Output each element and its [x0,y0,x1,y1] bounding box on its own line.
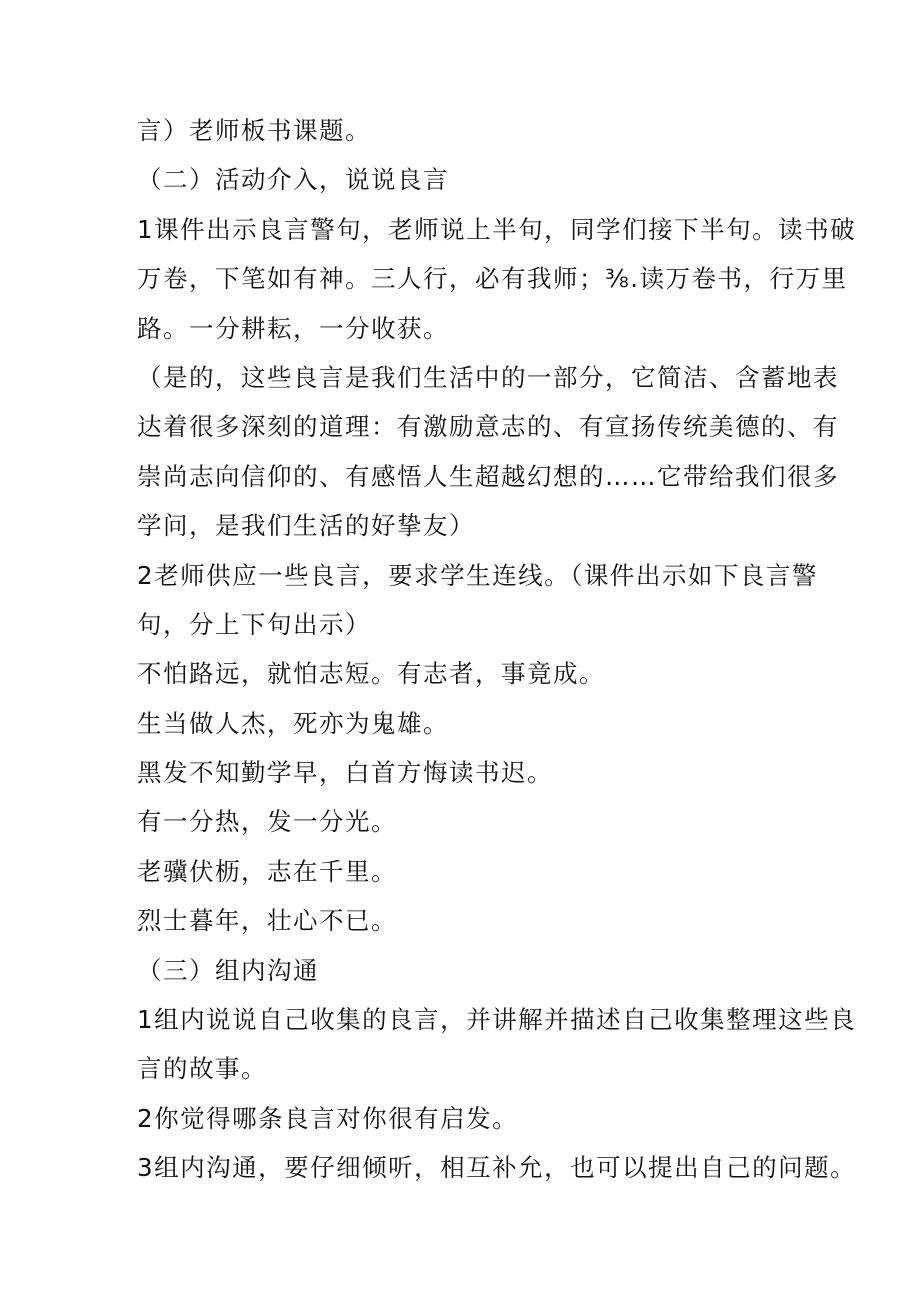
proverb-line: 生当做人杰，死亦为鬼雄。 [137,708,449,738]
section-heading: （二）活动介入，说说良言 [137,165,449,195]
text-line: 万卷，下笔如有神。三人行，必有我师；⅜.读万卷书，行万里 [137,264,848,294]
text-line: 句，分上下句出示） [137,609,371,639]
text-line: 学问，是我们生活的好挚友） [137,511,475,541]
text-line: 言的故事。 [137,1054,267,1084]
text-line: 2老师供应一些良言，要求学生连线。（课件出示如下良言警 [137,560,818,590]
proverb-line: 不怕路远，就怕志短。有志者，事竟成。 [137,659,605,689]
proverb-line: 老骥伏枥，志在千里。 [137,856,397,886]
section-heading: （三）组内沟通 [137,955,319,985]
document-body [137,106,857,1193]
text-line: 2你觉得哪条良言对你很有启发。 [137,1103,519,1133]
text-line: 1课件出示良言警句，老师说上半句，同学们接下半句。读书破 [137,214,857,244]
text-line: 言）老师板书课题。 [137,116,371,145]
text-line: 3组内沟通，要仔细倾听，相互补允，也可以提出自己的问题。 [137,1153,857,1183]
text-line: 崇尚志向信仰的、有感悟人生超越幻想的……它带给我们很多 [137,461,839,491]
proverb-line: 有一分热，发一分光。 [137,807,397,837]
text-line: 1组内说说自己收集的良言，并讲解并描述自己收集整理这些良 [137,1005,857,1035]
proverb-line: 黑发不知勤学早，白首方悔读书迟。 [137,758,553,788]
text-line: 路。一分耕耘，一分收获。 [137,313,449,343]
proverb-line: 烈士暮年，壮心不已。 [137,906,397,936]
text-line: 达着很多深刻的道理：有激励意志的、有宣扬传统美德的、有 [137,412,839,442]
text-line: （是的，这些良言是我们生活中的一部分，它简洁、含蓄地表 [137,362,839,392]
